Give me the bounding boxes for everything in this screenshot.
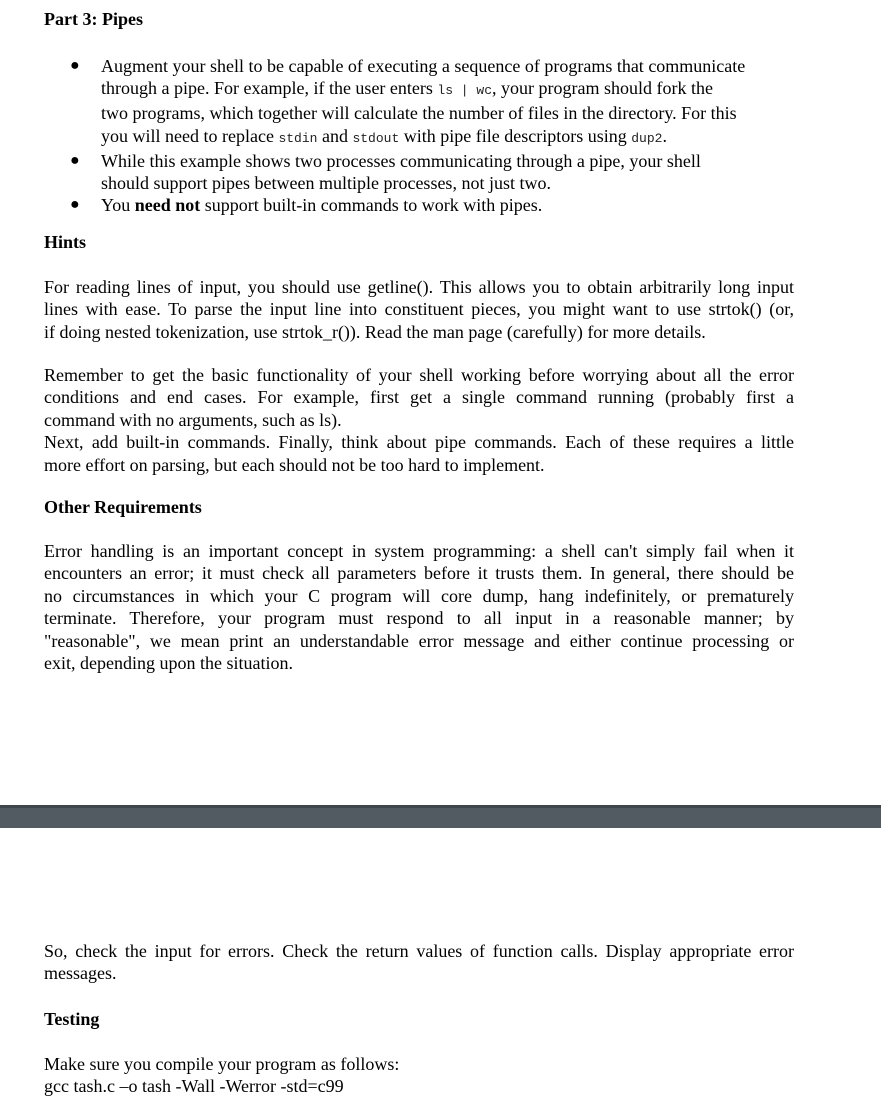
part3-heading: Part 3: Pipes bbox=[44, 9, 143, 29]
hints-heading: Hints bbox=[44, 232, 87, 252]
other-p1-line3: no circumstances in which your C program will core dump, hang indefinitely, or prematurely bbox=[44, 585, 794, 606]
code-stdin: stdin bbox=[278, 130, 318, 146]
hints-p1-line2: lines with ease. To parse the input line into constituent pieces, you might want to use strtok() (or, bbox=[44, 299, 794, 320]
bullet-dot-icon: ● bbox=[70, 57, 80, 74]
testing-heading: Testing bbox=[44, 1009, 100, 1029]
hints-p2-line3: command with no arguments, such as ls). bbox=[44, 409, 342, 430]
code-dup2: dup2 bbox=[631, 130, 663, 146]
other-p2-line2: messages. bbox=[44, 963, 117, 984]
bullet1-line3: two programs, which together will calculate the number of files in the directory. For this bbox=[101, 103, 737, 124]
other-p1-line1: Error handling is an important concept in system programming: a shell can't simply fail when it bbox=[44, 541, 794, 561]
other-p2-line1: So, check the input for errors. Check the return values of function calls. Display appropriate error bbox=[44, 941, 794, 961]
other-requirements-paragraph-1 bbox=[44, 540, 794, 674]
testing-paragraph bbox=[44, 1053, 794, 1098]
page-break-divider-edge bbox=[0, 805, 881, 808]
hints-p2-line4: Next, add built-in commands. Finally, think about pipe commands. Each of these requires a little bbox=[44, 432, 794, 453]
page-break-divider bbox=[0, 805, 881, 828]
other-p1-line2: encounters an error; it must check all parameters before it trusts them. In general, there should be bbox=[44, 563, 794, 584]
hints-paragraph-1 bbox=[44, 276, 794, 343]
bullet-item-builtins bbox=[0, 194, 801, 216]
hints-p2-line1: Remember to get the basic functionality of your shell working before worrying about all the error bbox=[44, 365, 794, 385]
bullet-item-multiple-pipes bbox=[0, 150, 801, 194]
need-not-bold: need not bbox=[134, 195, 201, 216]
bullet1-line4: you will need to replace stdin and stdout with pipe file descriptors using dup2. bbox=[101, 125, 667, 146]
bullet-dot-icon: ● bbox=[70, 151, 80, 169]
bullet1-line2: through a pipe. For example, if the user enters ls | wc, your program should fork the bbox=[101, 78, 713, 99]
code-stdout: stdout bbox=[352, 130, 400, 146]
bullet-dot-icon: ● bbox=[70, 196, 80, 214]
hints-p2-line5: more effort on parsing, but each should not be too hard to implement. bbox=[44, 454, 545, 475]
document-page-2 bbox=[0, 828, 881, 1114]
bullet-item-augment bbox=[0, 55, 801, 150]
other-requirements-heading: Other Requirements bbox=[44, 497, 202, 517]
hints-paragraph-2 bbox=[44, 364, 794, 476]
code-ls-wc: ls | wc bbox=[437, 83, 493, 99]
compile-command: gcc tash.c –o tash -Wall -Werror -std=c99 bbox=[44, 1076, 344, 1097]
bullet1-line1: Augment your shell to be capable of executing a sequence of programs that communicate bbox=[101, 56, 746, 76]
other-requirements-paragraph-2 bbox=[44, 940, 794, 985]
other-p1-line4: terminate. Therefore, your program must respond to all input in a reasonable manner; by bbox=[44, 608, 794, 629]
part3-bullet-list bbox=[0, 55, 881, 216]
hints-p1-line1: For reading lines of input, you should use getline(). This allows you to obtain arbitrarily long input bbox=[44, 277, 794, 297]
testing-line1: Make sure you compile your program as follows: bbox=[44, 1054, 400, 1074]
other-p1-line5: "reasonable", we mean print an understandable error message and either continue processing or bbox=[44, 630, 794, 651]
hints-p1-line3: if doing nested tokenization, use strtok_r()). Read the man page (carefully) for more details. bbox=[44, 321, 706, 342]
hints-p2-line2: conditions and end cases. For example, first get a single command running (probably first a bbox=[44, 387, 794, 408]
bullet2-line1: While this example shows two processes communicating through a pipe, your shell bbox=[101, 150, 701, 171]
bullet2-line2: should support pipes between multiple processes, not just two. bbox=[101, 173, 551, 194]
other-p1-line6: exit, depending upon the situation. bbox=[44, 653, 293, 674]
bullet3-line1: You need not support built-in commands to work with pipes. bbox=[101, 195, 543, 216]
